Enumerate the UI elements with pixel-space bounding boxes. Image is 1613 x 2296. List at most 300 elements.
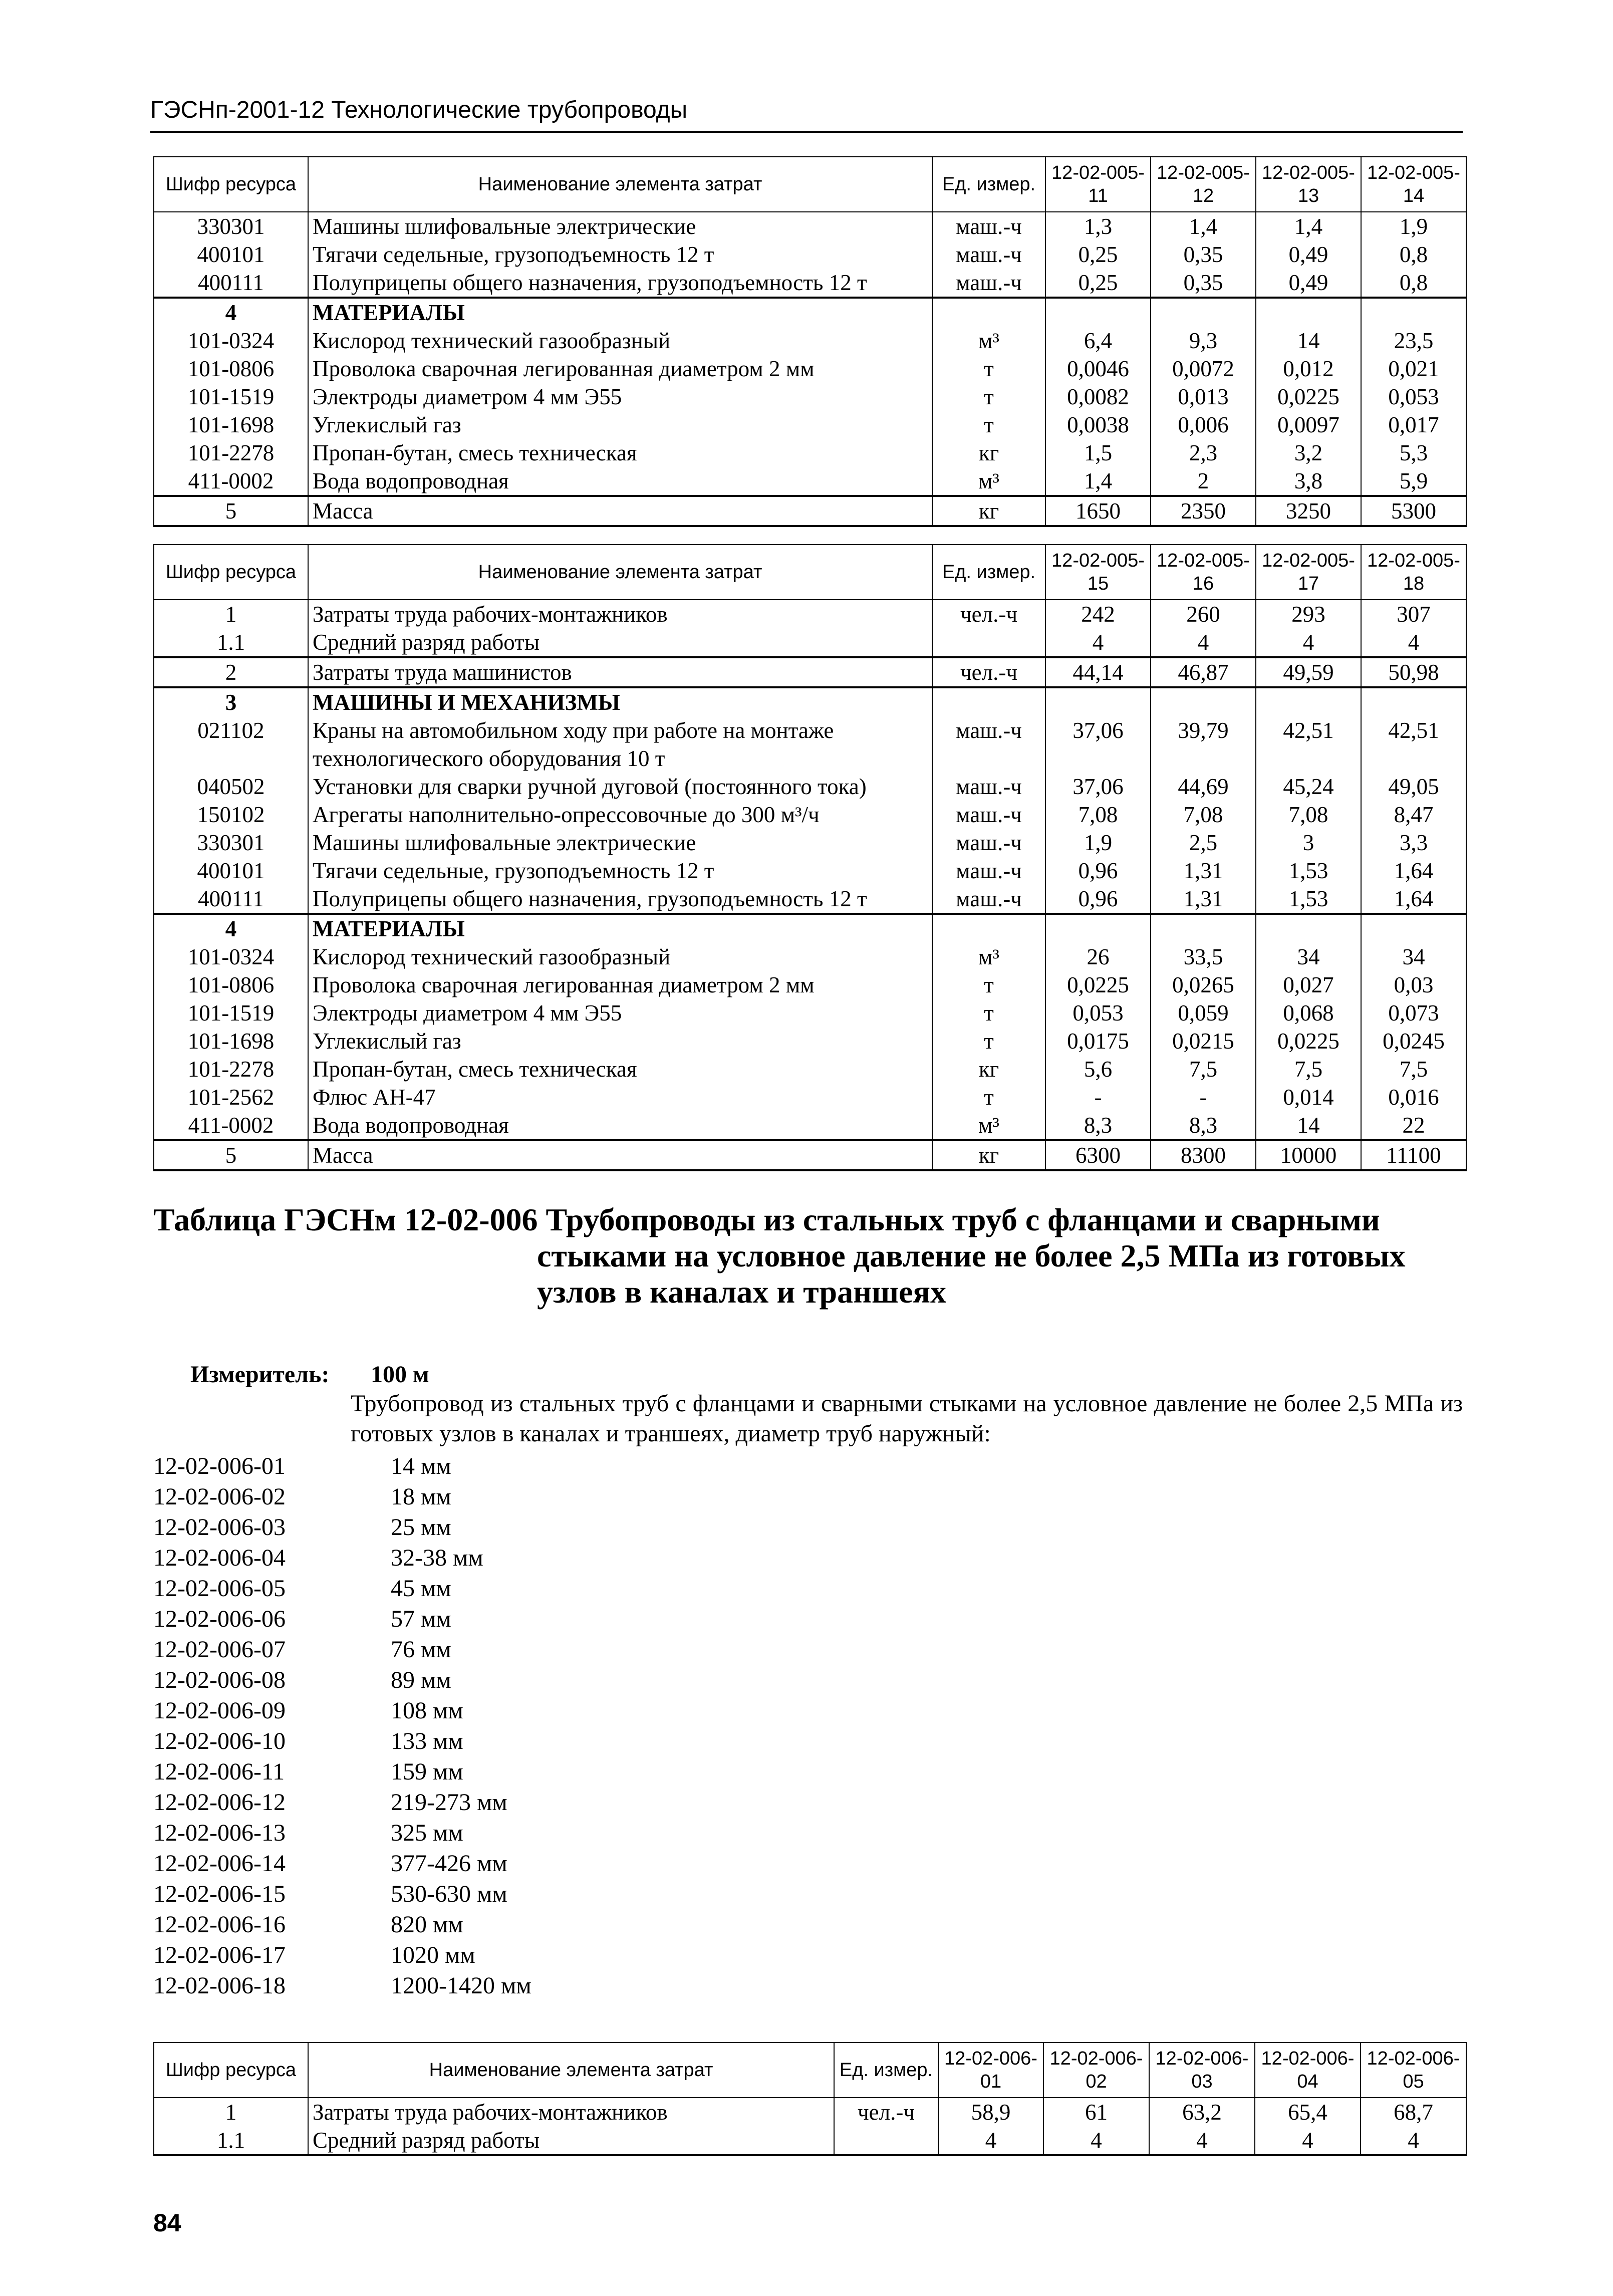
cell-name: Масса [308, 496, 932, 526]
col-unit-header: Ед. измер. [932, 157, 1045, 212]
table-row [154, 1027, 1466, 1055]
cell-name: Средний разряд работы [308, 2126, 834, 2155]
cell-value: 0,96 [1045, 857, 1151, 885]
cell-unit: маш.-ч [932, 716, 1045, 773]
cell-unit: чел.-ч [932, 600, 1045, 628]
header-rule [150, 131, 1463, 133]
cell-value: 14 [1256, 327, 1361, 355]
running-header: ГЭСНп-2001-12 Технологические трубопроводы [150, 97, 688, 123]
cell-unit: чел.-ч [834, 2098, 938, 2126]
cell-value: 0,0225 [1045, 971, 1151, 999]
cell-unit: маш.-ч [932, 240, 1045, 269]
cell-value: 5,9 [1361, 467, 1466, 496]
table-title-line-2: стыками на условное давление не более 2,5 МПа из готовых [537, 1238, 1406, 1273]
cell-value: 4 [1361, 628, 1466, 657]
cell-value: 14 [1256, 1111, 1361, 1140]
cell-value: 1,9 [1045, 829, 1151, 857]
cell-value: 0,8 [1361, 240, 1466, 269]
cell-unit: кг [932, 439, 1045, 467]
col-code-header: Шифр ресурса [154, 2043, 308, 2098]
cell-code: 101-1519 [154, 999, 308, 1027]
table-row [154, 298, 1466, 327]
table-row [154, 1055, 1466, 1083]
cell-value: 0,25 [1045, 269, 1151, 298]
cell-unit [932, 914, 1045, 943]
cell-value: 1,4 [1256, 212, 1361, 240]
cell-value: 1,9 [1361, 212, 1466, 240]
list-item [153, 1695, 531, 1726]
cell-unit: кг [932, 1140, 1045, 1170]
list-item [153, 1940, 531, 1970]
cell-code: 101-0324 [154, 943, 308, 971]
cell-unit: м³ [932, 467, 1045, 496]
item-diameter: 1020 мм [391, 1942, 475, 1968]
cell-value: 63,2 [1149, 2098, 1255, 2126]
cell-code: 4 [154, 914, 308, 943]
cell-value: 7,08 [1045, 801, 1151, 829]
cell-code: 150102 [154, 801, 308, 829]
cell-value: 1,31 [1151, 885, 1256, 914]
item-diameter: 133 мм [391, 1728, 463, 1754]
cell-name: Краны на автомобильном ходу при работе на монтаже технологического оборудования 10 т [308, 716, 932, 773]
list-item [153, 1665, 531, 1695]
cell-value: 5300 [1361, 496, 1466, 526]
item-diameter: 32-38 мм [391, 1545, 483, 1571]
cell-value [1045, 298, 1151, 327]
cell-value: 0,35 [1151, 269, 1256, 298]
cell-value: 0,068 [1256, 999, 1361, 1027]
item-diameter: 18 мм [391, 1483, 451, 1510]
cell-code: 5 [154, 496, 308, 526]
col-code-header: Шифр ресурса [154, 157, 308, 212]
cell-name: Флюс АН-47 [308, 1083, 932, 1111]
cell-value: 4 [1045, 628, 1151, 657]
cell-unit: т [932, 411, 1045, 439]
cell-value: 4 [938, 2126, 1043, 2155]
cell-unit: маш.-ч [932, 773, 1045, 801]
cell-code: 1 [154, 600, 308, 628]
cell-value: 8,3 [1151, 1111, 1256, 1140]
cell-value: 44,14 [1045, 657, 1151, 687]
cell-value: 3,2 [1256, 439, 1361, 467]
cell-value: 293 [1256, 600, 1361, 628]
cell-name: Затраты труда рабочих-монтажников [308, 600, 932, 628]
cell-value: 42,51 [1256, 716, 1361, 773]
cell-value: 1,53 [1256, 857, 1361, 885]
col-norm-header: 12-02-005-14 [1361, 157, 1466, 212]
cell-value [1361, 914, 1466, 943]
col-norm-header: 12-02-006-02 [1043, 2043, 1149, 2098]
cell-name: Кислород технический газообразный [308, 943, 932, 971]
cell-name: Тягачи седельные, грузоподъемность 12 т [308, 857, 932, 885]
cell-code: 101-2562 [154, 1083, 308, 1111]
item-diameter: 108 мм [391, 1697, 463, 1724]
cell-value: 0,49 [1256, 240, 1361, 269]
cell-value: 0,25 [1045, 240, 1151, 269]
cell-value: 0,053 [1045, 999, 1151, 1027]
cell-name: Установки для сварки ручной дуговой (постоянного тока) [308, 773, 932, 801]
measure-label: Измеритель: [190, 1361, 330, 1388]
table-row [154, 496, 1466, 526]
cell-value: 50,98 [1361, 657, 1466, 687]
list-item [153, 1604, 531, 1634]
item-diameter: 25 мм [391, 1514, 451, 1541]
cell-code: 101-1519 [154, 383, 308, 411]
cell-value: 23,5 [1361, 327, 1466, 355]
cell-code: 101-1698 [154, 411, 308, 439]
col-norm-header: 12-02-005-17 [1256, 545, 1361, 600]
cell-name: Вода водопроводная [308, 467, 932, 496]
cell-value: 0,073 [1361, 999, 1466, 1027]
cell-value: 33,5 [1151, 943, 1256, 971]
item-code: 12-02-006-09 [153, 1697, 286, 1724]
cell-value: 4 [1043, 2126, 1149, 2155]
item-code: 12-02-006-07 [153, 1636, 286, 1663]
cell-value: 1,5 [1045, 439, 1151, 467]
item-code: 12-02-006-12 [153, 1789, 286, 1816]
cell-value [1045, 914, 1151, 943]
cell-value: 4 [1255, 2126, 1361, 2155]
item-diameter: 325 мм [391, 1820, 463, 1846]
cell-unit: м³ [932, 1111, 1045, 1140]
col-norm-header: 12-02-006-04 [1255, 2043, 1361, 2098]
table-row [154, 327, 1466, 355]
list-item [153, 1573, 531, 1604]
table-row [154, 687, 1466, 716]
cell-unit [932, 298, 1045, 327]
item-code: 12-02-006-08 [153, 1667, 286, 1693]
cell-value [1256, 914, 1361, 943]
cell-value [1361, 298, 1466, 327]
table-row [154, 716, 1466, 773]
table-title-line-1: Таблица ГЭСНм 12-02-006 Трубопроводы из стальных труб с фланцами и сварными [153, 1202, 1380, 1237]
cell-unit: т [932, 1083, 1045, 1111]
cell-value: 0,0097 [1256, 411, 1361, 439]
cell-name: Проволока сварочная легированная диаметром 2 мм [308, 971, 932, 999]
item-code: 12-02-006-15 [153, 1881, 286, 1907]
cell-value: 6,4 [1045, 327, 1151, 355]
cell-value: 7,5 [1256, 1055, 1361, 1083]
cell-value: 4 [1149, 2126, 1255, 2155]
cell-value: 1,64 [1361, 885, 1466, 914]
cell-value [1256, 298, 1361, 327]
cell-value: 3250 [1256, 496, 1361, 526]
cell-code: 101-0806 [154, 971, 308, 999]
table-row [154, 628, 1466, 657]
cell-code: 040502 [154, 773, 308, 801]
cell-name: МАТЕРИАЛЫ [308, 914, 932, 943]
table-row [154, 467, 1466, 496]
item-diameter: 820 мм [391, 1911, 463, 1938]
cell-value: 8,47 [1361, 801, 1466, 829]
item-diameter: 219-273 мм [391, 1789, 507, 1816]
cell-value: 2,3 [1151, 439, 1256, 467]
norm-items-list [153, 1451, 531, 2001]
cell-unit: т [932, 999, 1045, 1027]
item-diameter: 1200-1420 мм [391, 1972, 531, 1999]
col-name-header: Наименование элемента затрат [308, 157, 932, 212]
cell-name: Агрегаты наполнительно-опрессовочные до 300 м³/ч [308, 801, 932, 829]
col-norm-header: 12-02-005-13 [1256, 157, 1361, 212]
cell-unit: т [932, 971, 1045, 999]
cell-unit: кг [932, 1055, 1045, 1083]
col-name-header: Наименование элемента затрат [308, 545, 932, 600]
table-row [154, 269, 1466, 298]
col-norm-header: 12-02-005-18 [1361, 545, 1466, 600]
cell-value: 2,5 [1151, 829, 1256, 857]
cell-code: 4 [154, 298, 308, 327]
cell-name: Машины шлифовальные электрические [308, 212, 932, 240]
cell-code: 1 [154, 2098, 308, 2126]
table-row [154, 801, 1466, 829]
table-row [154, 829, 1466, 857]
table-row [154, 212, 1466, 240]
cell-value: 1,53 [1256, 885, 1361, 914]
table-row [154, 439, 1466, 467]
table-row [154, 383, 1466, 411]
table-row [154, 1083, 1466, 1111]
table-row [154, 943, 1466, 971]
cell-value: 0,0225 [1256, 1027, 1361, 1055]
cell-value: 0,012 [1256, 355, 1361, 383]
table-row [154, 1140, 1466, 1170]
cell-value: 1,64 [1361, 857, 1466, 885]
item-diameter: 530-630 мм [391, 1881, 507, 1907]
list-item [153, 1512, 531, 1543]
cell-name: Проволока сварочная легированная диаметром 2 мм [308, 355, 932, 383]
cell-unit: чел.-ч [932, 657, 1045, 687]
cell-value: 2 [1151, 467, 1256, 496]
table-row [154, 240, 1466, 269]
cell-value: 8,3 [1045, 1111, 1151, 1140]
col-unit-header: Ед. измер. [932, 545, 1045, 600]
cell-value: 1,31 [1151, 857, 1256, 885]
cell-value: 0,013 [1151, 383, 1256, 411]
cell-code: 3 [154, 687, 308, 716]
col-norm-header: 12-02-006-01 [938, 2043, 1043, 2098]
cell-value: 0,03 [1361, 971, 1466, 999]
item-code: 12-02-006-16 [153, 1911, 286, 1938]
cell-unit: т [932, 1027, 1045, 1055]
cell-value [1361, 687, 1466, 716]
cell-value: 1,4 [1151, 212, 1256, 240]
list-item [153, 1818, 531, 1848]
item-diameter: 76 мм [391, 1636, 451, 1663]
cell-name: Тягачи седельные, грузоподъемность 12 т [308, 240, 932, 269]
list-item [153, 1909, 531, 1940]
list-item [153, 1451, 531, 1481]
cell-value: 37,06 [1045, 716, 1151, 773]
cell-value: 1,4 [1045, 467, 1151, 496]
cell-name: МАТЕРИАЛЫ [308, 298, 932, 327]
col-norm-header: 12-02-006-05 [1361, 2043, 1466, 2098]
cell-value: 0,0082 [1045, 383, 1151, 411]
cell-unit: маш.-ч [932, 269, 1045, 298]
norm-description: Трубопровод из стальных труб с фланцами и сварными стыками на условное давление не более 2,5 МПа из готовых узлов в каналах и траншеях, диаметр труб наружный: [351, 1390, 1463, 1447]
cell-value: 39,79 [1151, 716, 1256, 773]
cell-value: 0,0265 [1151, 971, 1256, 999]
cell-value: 4 [1256, 628, 1361, 657]
cell-value: 49,59 [1256, 657, 1361, 687]
cell-code: 1.1 [154, 2126, 308, 2155]
resource-table-005-11-14 [153, 156, 1467, 527]
cell-value: 0,0046 [1045, 355, 1151, 383]
cell-code: 021102 [154, 716, 308, 773]
cell-code: 400111 [154, 269, 308, 298]
cell-value: 8300 [1151, 1140, 1256, 1170]
cell-unit: т [932, 383, 1045, 411]
cell-value [1151, 914, 1256, 943]
cell-name: Электроды диаметром 4 мм Э55 [308, 999, 932, 1027]
table-row [154, 773, 1466, 801]
cell-unit: м³ [932, 943, 1045, 971]
cell-unit: маш.-ч [932, 857, 1045, 885]
cell-value: 42,51 [1361, 716, 1466, 773]
table-row [154, 914, 1466, 943]
cell-value: 5,6 [1045, 1055, 1151, 1083]
cell-unit: маш.-ч [932, 212, 1045, 240]
item-diameter: 89 мм [391, 1667, 451, 1693]
cell-value: 0,053 [1361, 383, 1466, 411]
table-row [154, 971, 1466, 999]
item-diameter: 159 мм [391, 1758, 463, 1785]
resource-table-005-15-18 [153, 544, 1467, 1171]
cell-value: 4 [1151, 628, 1256, 657]
list-item [153, 1879, 531, 1909]
cell-value: 7,08 [1151, 801, 1256, 829]
cell-value: 65,4 [1255, 2098, 1361, 2126]
item-code: 12-02-006-13 [153, 1820, 286, 1846]
cell-name: Кислород технический газообразный [308, 327, 932, 355]
table-row [154, 411, 1466, 439]
cell-name: МАШИНЫ И МЕХАНИЗМЫ [308, 687, 932, 716]
list-item [153, 1848, 531, 1879]
cell-value: 45,24 [1256, 773, 1361, 801]
list-item [153, 1481, 531, 1512]
cell-code: 400101 [154, 240, 308, 269]
cell-name: Средний разряд работы [308, 628, 932, 657]
col-norm-header: 12-02-006-03 [1149, 2043, 1255, 2098]
cell-name: Углекислый газ [308, 1027, 932, 1055]
cell-code: 411-0002 [154, 467, 308, 496]
cell-value: - [1045, 1083, 1151, 1111]
item-code: 12-02-006-01 [153, 1453, 286, 1479]
cell-unit [834, 2126, 938, 2155]
cell-value: 2350 [1151, 496, 1256, 526]
cell-value: 3,8 [1256, 467, 1361, 496]
cell-value: 0,006 [1151, 411, 1256, 439]
cell-value: 6300 [1045, 1140, 1151, 1170]
cell-name: Электроды диаметром 4 мм Э55 [308, 383, 932, 411]
table-row [154, 600, 1466, 628]
list-item [153, 1726, 531, 1756]
cell-value: 10000 [1256, 1140, 1361, 1170]
item-diameter: 45 мм [391, 1575, 451, 1602]
cell-name: Масса [308, 1140, 932, 1170]
cell-name: Машины шлифовальные электрические [308, 829, 932, 857]
list-item [153, 1970, 531, 2001]
cell-code: 101-2278 [154, 1055, 308, 1083]
item-code: 12-02-006-05 [153, 1575, 286, 1602]
cell-value: 0,0215 [1151, 1027, 1256, 1055]
cell-value: 0,35 [1151, 240, 1256, 269]
cell-value: 61 [1043, 2098, 1149, 2126]
cell-value: 22 [1361, 1111, 1466, 1140]
item-code: 12-02-006-10 [153, 1728, 286, 1754]
table-row [154, 999, 1466, 1027]
cell-name: Углекислый газ [308, 411, 932, 439]
cell-value: 44,69 [1151, 773, 1256, 801]
cell-value: 37,06 [1045, 773, 1151, 801]
cell-value: 7,08 [1256, 801, 1361, 829]
cell-code: 5 [154, 1140, 308, 1170]
cell-name: Вода водопроводная [308, 1111, 932, 1140]
cell-value: 3 [1256, 829, 1361, 857]
col-unit-header: Ед. измер. [834, 2043, 938, 2098]
cell-value: 68,7 [1361, 2098, 1466, 2126]
cell-value: 0,017 [1361, 411, 1466, 439]
resource-table-006-01-05 [153, 2042, 1467, 2156]
cell-name: Пропан-бутан, смесь техническая [308, 1055, 932, 1083]
cell-value: 26 [1045, 943, 1151, 971]
cell-unit: кг [932, 496, 1045, 526]
cell-value: 0,059 [1151, 999, 1256, 1027]
cell-value: 0,014 [1256, 1083, 1361, 1111]
table-row [154, 2126, 1466, 2155]
item-code: 12-02-006-17 [153, 1942, 286, 1968]
cell-code: 330301 [154, 212, 308, 240]
cell-unit: маш.-ч [932, 829, 1045, 857]
item-code: 12-02-006-06 [153, 1606, 286, 1632]
cell-code: 400101 [154, 857, 308, 885]
cell-code: 2 [154, 657, 308, 687]
table-row [154, 657, 1466, 687]
cell-unit: т [932, 355, 1045, 383]
cell-value: - [1151, 1083, 1256, 1111]
cell-value [1151, 298, 1256, 327]
item-diameter: 14 мм [391, 1453, 451, 1479]
cell-value: 0,96 [1045, 885, 1151, 914]
cell-value: 0,49 [1256, 269, 1361, 298]
col-norm-header: 12-02-005-16 [1151, 545, 1256, 600]
cell-name: Затраты труда машинистов [308, 657, 932, 687]
cell-value: 0,8 [1361, 269, 1466, 298]
table-title-line-3: узлов в каналах и траншеях [537, 1274, 947, 1310]
list-item [153, 1543, 531, 1573]
cell-value: 9,3 [1151, 327, 1256, 355]
cell-value: 0,0175 [1045, 1027, 1151, 1055]
item-code: 12-02-006-02 [153, 1483, 286, 1510]
list-item [153, 1787, 531, 1818]
table-row [154, 1111, 1466, 1140]
cell-unit: м³ [932, 327, 1045, 355]
cell-code: 411-0002 [154, 1111, 308, 1140]
list-item [153, 1634, 531, 1665]
measure-value: 100 м [371, 1361, 429, 1388]
cell-value: 11100 [1361, 1140, 1466, 1170]
cell-value: 7,5 [1361, 1055, 1466, 1083]
cell-value: 0,027 [1256, 971, 1361, 999]
item-code: 12-02-006-03 [153, 1514, 286, 1541]
cell-value: 0,016 [1361, 1083, 1466, 1111]
cell-unit [932, 628, 1045, 657]
cell-value: 34 [1256, 943, 1361, 971]
cell-value [1045, 687, 1151, 716]
col-name-header: Наименование элемента затрат [308, 2043, 834, 2098]
cell-value: 3,3 [1361, 829, 1466, 857]
cell-code: 1.1 [154, 628, 308, 657]
cell-code: 330301 [154, 829, 308, 857]
